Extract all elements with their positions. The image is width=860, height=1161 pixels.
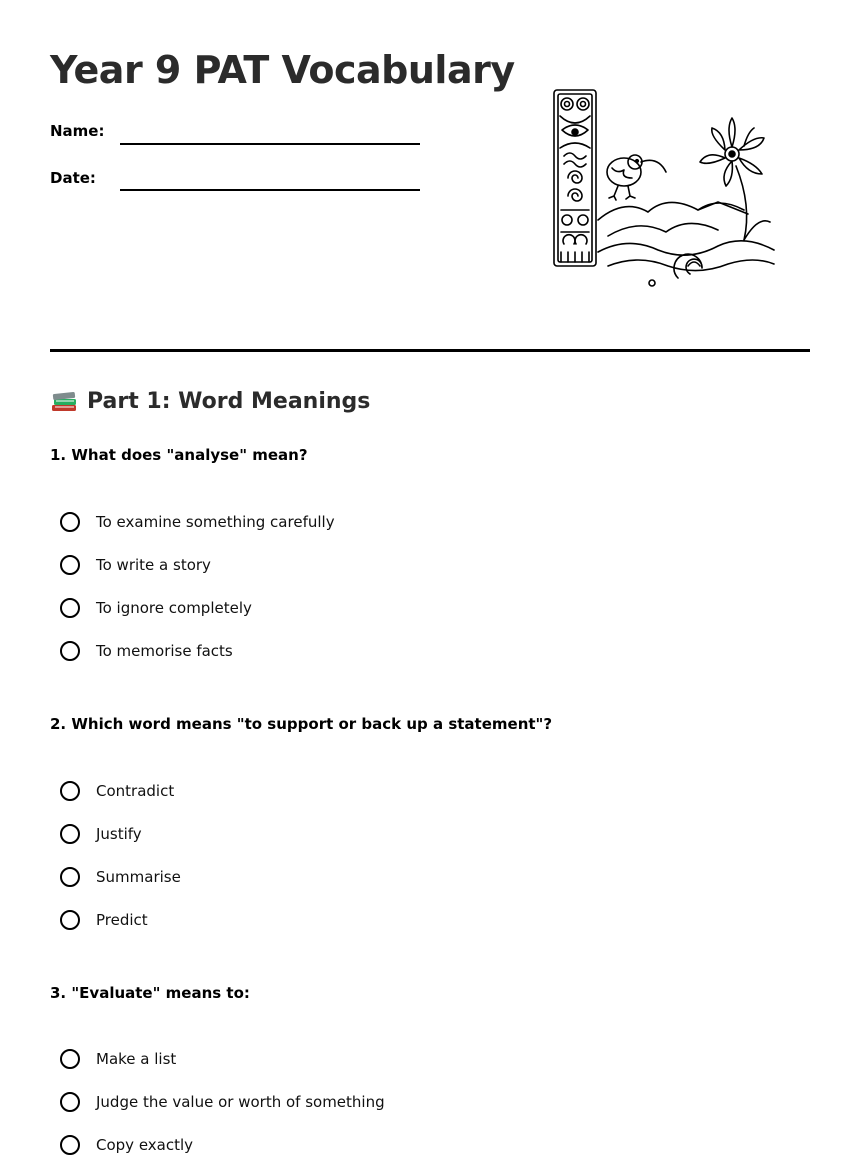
q1-option-4[interactable] [60, 639, 233, 663]
section-title [50, 388, 370, 414]
q1-option-1[interactable] [60, 510, 335, 534]
section-title-text: Part 1: Word Meanings [87, 388, 371, 414]
option-label: Predict [96, 911, 148, 929]
radio-button[interactable] [60, 867, 80, 887]
q3-option-3[interactable] [60, 1133, 193, 1157]
radio-button[interactable] [60, 1092, 80, 1112]
name-field[interactable] [120, 143, 420, 145]
section-divider [50, 349, 810, 352]
radio-button[interactable] [60, 555, 80, 575]
radio-button[interactable] [60, 910, 80, 930]
radio-button[interactable] [60, 1135, 80, 1155]
option-label: Judge the value or worth of something [96, 1093, 385, 1111]
radio-button[interactable] [60, 781, 80, 801]
q2-option-4[interactable] [60, 908, 148, 932]
option-label: Copy exactly [96, 1136, 194, 1154]
option-label: To write a story [96, 556, 211, 574]
option-label: To memorise facts [96, 642, 233, 660]
option-label: To ignore completely [96, 599, 252, 617]
q2-option-3[interactable] [60, 865, 181, 889]
question-1: 1. What does "analyse" mean? [50, 446, 308, 464]
q2-option-2[interactable] [60, 822, 142, 846]
option-label: Justify [96, 825, 142, 843]
date-field[interactable] [120, 189, 420, 191]
q3-option-2[interactable] [60, 1090, 385, 1114]
option-label: To examine something carefully [96, 513, 335, 531]
books-icon [50, 388, 78, 414]
option-label: Contradict [96, 782, 175, 800]
q1-option-3[interactable] [60, 596, 252, 620]
question-2: 2. Which word means "to support or back up a statement"? [50, 715, 553, 733]
radio-button[interactable] [60, 512, 80, 532]
q3-option-1[interactable] [60, 1047, 176, 1071]
date-label: Date: [50, 169, 96, 187]
question-3: 3. "Evaluate" means to: [50, 984, 250, 1002]
radio-button[interactable] [60, 598, 80, 618]
nz-illustration-icon [548, 86, 780, 292]
q2-option-1[interactable] [60, 779, 174, 803]
name-label: Name: [50, 122, 105, 140]
radio-button[interactable] [60, 824, 80, 844]
page-title: Year 9 PAT Vocabulary [50, 48, 515, 92]
option-label: Summarise [96, 868, 181, 886]
radio-button[interactable] [60, 641, 80, 661]
option-label: Make a list [96, 1050, 177, 1068]
q1-option-2[interactable] [60, 553, 211, 577]
radio-button[interactable] [60, 1049, 80, 1069]
